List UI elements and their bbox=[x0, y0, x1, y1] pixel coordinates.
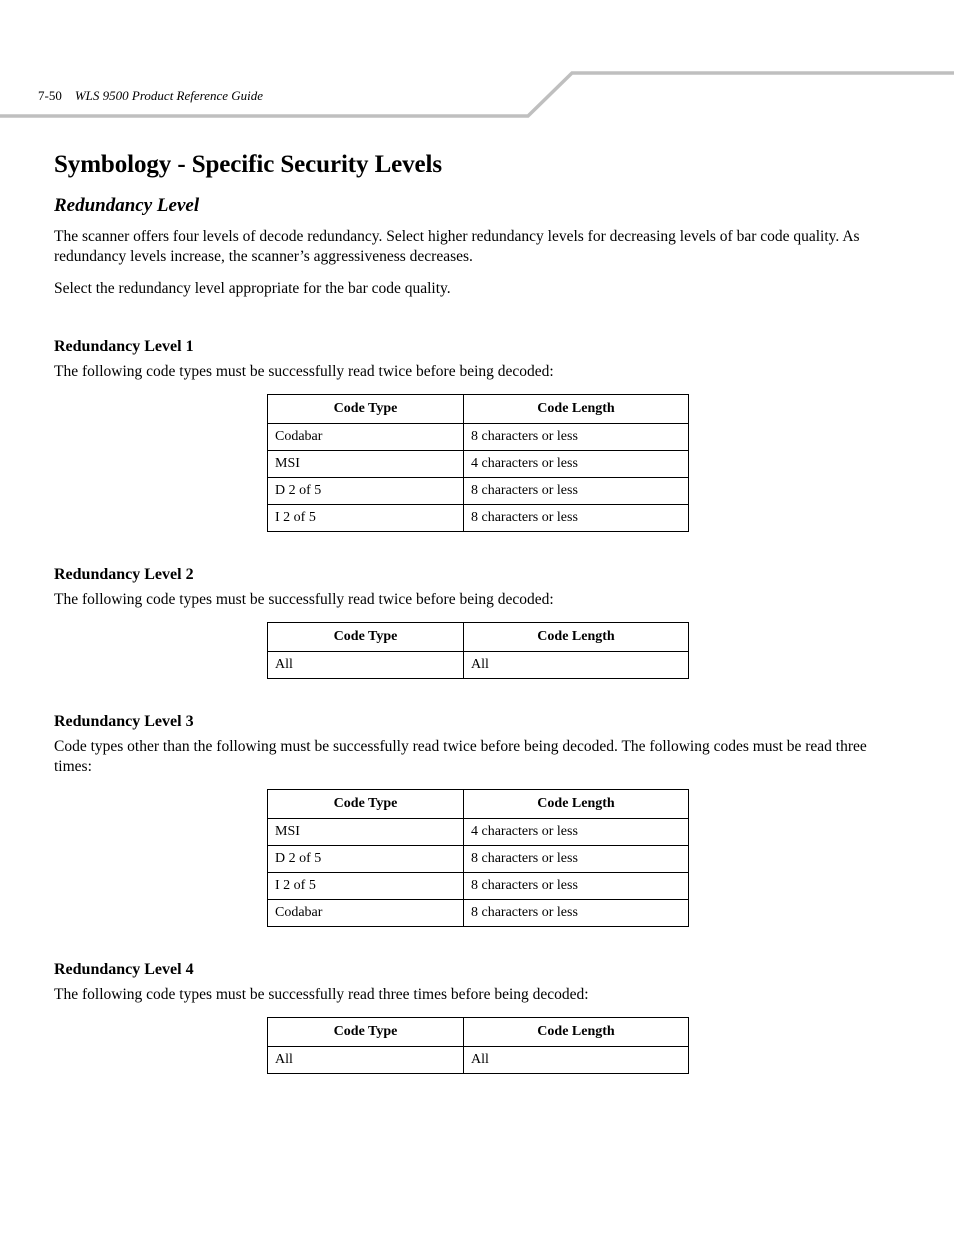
page-content bbox=[54, 150, 900, 1074]
description-redundancy-level-2: The following code types must be successfully read twice before being decoded: bbox=[54, 591, 554, 608]
subsection-heading-redundancy-level: Redundancy Level bbox=[54, 195, 200, 216]
spacer bbox=[54, 927, 900, 960]
page-number: 7-50 bbox=[38, 88, 62, 103]
cell-code-type: I 2 of 5 bbox=[268, 505, 464, 532]
page-running-header bbox=[0, 0, 954, 125]
cell-code-length: 8 characters or less bbox=[464, 424, 689, 451]
heading-redundancy-level-1: Redundancy Level 1 bbox=[54, 338, 194, 355]
intro-paragraph-1: The scanner offers four levels of decode redundancy. Select higher redundancy levels for decreasing levels of bar code quality. As redundancy levels increase, the scanner’s aggressiveness decreases. bbox=[54, 228, 860, 265]
cell-code-type: All bbox=[268, 1047, 464, 1074]
cell-code-length: 4 characters or less bbox=[464, 819, 689, 846]
cell-code-length: All bbox=[464, 652, 689, 679]
table-header-row bbox=[268, 790, 689, 819]
table-header-row bbox=[268, 395, 689, 424]
column-header-code-length: Code Length bbox=[464, 1018, 689, 1047]
code-table-level-1 bbox=[267, 394, 689, 532]
cell-code-type: MSI bbox=[268, 451, 464, 478]
table-row bbox=[268, 424, 689, 451]
cell-code-type: Codabar bbox=[268, 424, 464, 451]
column-header-code-type: Code Type bbox=[268, 623, 464, 652]
cell-code-length: 8 characters or less bbox=[464, 505, 689, 532]
table-wrapper-level-3 bbox=[267, 789, 688, 927]
table-row bbox=[268, 478, 689, 505]
spacer bbox=[54, 679, 900, 712]
cell-code-type: All bbox=[268, 652, 464, 679]
column-header-code-type: Code Type bbox=[268, 395, 464, 424]
table-wrapper-level-4 bbox=[267, 1017, 688, 1074]
page-title: Symbology - Specific Security Levels bbox=[54, 151, 443, 178]
cell-code-length: All bbox=[464, 1047, 689, 1074]
cell-code-type: Codabar bbox=[268, 900, 464, 927]
column-header-code-type: Code Type bbox=[268, 790, 464, 819]
cell-code-type: D 2 of 5 bbox=[268, 478, 464, 505]
running-header-text bbox=[38, 88, 263, 104]
code-table-level-2 bbox=[267, 622, 689, 679]
cell-code-length: 8 characters or less bbox=[464, 873, 689, 900]
table-row bbox=[268, 451, 689, 478]
spacer bbox=[54, 532, 900, 565]
table-row bbox=[268, 900, 689, 927]
code-table-level-4 bbox=[267, 1017, 689, 1074]
table-wrapper-level-1 bbox=[267, 394, 688, 532]
table-row bbox=[268, 873, 689, 900]
description-redundancy-level-4: The following code types must be successfully read three times before being decoded: bbox=[54, 986, 589, 1003]
guide-title: WLS 9500 Product Reference Guide bbox=[74, 88, 264, 103]
cell-code-type: I 2 of 5 bbox=[268, 873, 464, 900]
cell-code-length: 4 characters or less bbox=[464, 451, 689, 478]
table-row bbox=[268, 505, 689, 532]
heading-redundancy-level-3: Redundancy Level 3 bbox=[54, 713, 194, 730]
column-header-code-length: Code Length bbox=[464, 395, 689, 424]
column-header-code-type: Code Type bbox=[268, 1018, 464, 1047]
heading-redundancy-level-4: Redundancy Level 4 bbox=[54, 961, 194, 978]
cell-code-type: D 2 of 5 bbox=[268, 846, 464, 873]
table-row bbox=[268, 819, 689, 846]
column-header-code-length: Code Length bbox=[464, 790, 689, 819]
table-row bbox=[268, 846, 689, 873]
code-table-level-3 bbox=[267, 789, 689, 927]
spacer bbox=[54, 311, 900, 337]
table-row bbox=[268, 652, 689, 679]
intro-paragraph-2: Select the redundancy level appropriate for the bar code quality. bbox=[54, 280, 451, 297]
column-header-code-length: Code Length bbox=[464, 623, 689, 652]
description-redundancy-level-1: The following code types must be successfully read twice before being decoded: bbox=[54, 363, 554, 380]
cell-code-type: MSI bbox=[268, 819, 464, 846]
table-header-row bbox=[268, 1018, 689, 1047]
table-row bbox=[268, 1047, 689, 1074]
description-redundancy-level-3: Code types other than the following must be successfully read twice before being decoded. The following codes must be read three times: bbox=[54, 738, 867, 775]
table-header-row bbox=[268, 623, 689, 652]
table-wrapper-level-2 bbox=[267, 622, 688, 679]
cell-code-length: 8 characters or less bbox=[464, 846, 689, 873]
cell-code-length: 8 characters or less bbox=[464, 478, 689, 505]
cell-code-length: 8 characters or less bbox=[464, 900, 689, 927]
heading-redundancy-level-2: Redundancy Level 2 bbox=[54, 566, 194, 583]
